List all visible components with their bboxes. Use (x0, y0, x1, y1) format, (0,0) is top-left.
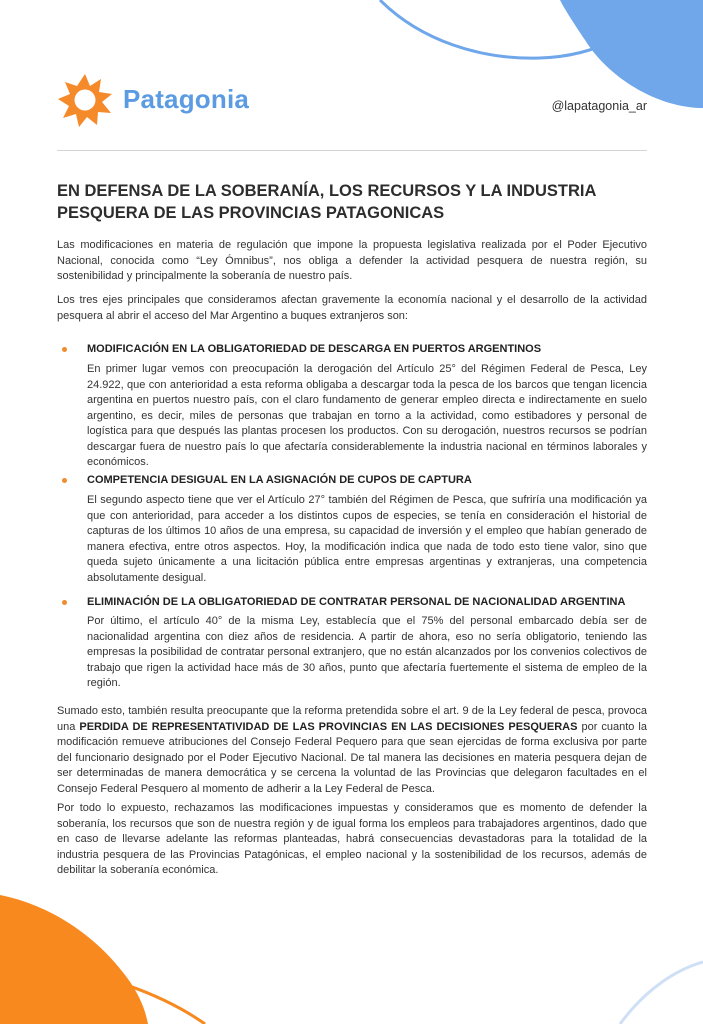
paragraph-representation-rest: por cuanto la modificación remueve atribuciones del Consejo Federal Pequero para que sean ejercidas de forma exclusiva por parte del funcionario designado por el Poder Ejecutivo Nacional. De tal manera las decisiones en materia pesquera dejan de ser determinadas de manera democrática y se cercena la voluntad de las Provincias que delegaron facultades en el Consejo Federal Pesquero al momento de adherir a la Ley Federal de Pesca. (57, 720, 647, 795)
section-1-body: En primer lugar vemos con preocupación la derogación del Artículo 25° del Régimen Federal de Pesca, Ley 24.922, que con anterioridad a esta reforma obligaba a descargar toda la pesca de los barcos que tengan licencia argentina en puertos nuestro país, con el claro fundamento de generar empleo directa e indirectamente en suelo argentino, es decir, miles de personas que trabajan en torno a la actividad, como estibadores y personal de logística para que después las plantas procesen los productos. Con su derogación, nuestros recursos se podrían descargar fuera de nuestro país lo que afectaría considerablemente la industria nacional en términos laborales y económicos. (87, 363, 647, 468)
section-2-body: El segundo aspecto tiene que ver el Artículo 27° también del Régimen de Pesca, que sufriría una modificación ya que con anterioridad, para acceder a los distintos cupos de especies, se tenía en consideración el historial de capturas de los últimos 10 años de una empresa, su capacidad de inversión y el empleo que habían generado de manera efectiva, entre otros aspectos. Hoy, la modificación indica que nada de todo esto tiene valor, sino que queda sujeto únicamente a una licitación pública entre empresas argentinas y extranjeras, una competencia absolutamente desigual. (87, 494, 647, 584)
intro-paragraph-2: Los tres ejes principales que consideramos afectan gravemente la economía nacional y el desarrollo de la actividad pesquera al abrir el acceso del Mar Argentino a buques extranjeros son: (57, 294, 647, 322)
header (57, 72, 647, 132)
section-3-body: Por último, el artículo 40° de la misma Ley, establecía que el 75% del personal embarcado debía ser de nacionalidad argentina con diez años de residencia. A partir de ahora, eso no sería obligatorio, teniendo las empresas la posibilidad de contratar personal extranjero, que no están alcanzados por los convenios colectivos de trabajo que rigen la actividad hace más de 30 años, punto que afectaría fuertemente el sistema de empleo de la región. (87, 615, 647, 689)
section-1-heading: MODIFICACIÓN EN LA OBLIGATORIEDAD DE DESCARGA EN PUERTOS ARGENTINOS (87, 343, 542, 355)
section-2-heading: COMPETENCIA DESIGUAL EN LA ASIGNACIÓN DE CUPOS DE CAPTURA (87, 474, 472, 486)
bottom-right-blue-arc (620, 962, 703, 1024)
brand-name: Patagonia (123, 84, 250, 114)
sun-star-logo-icon (57, 72, 113, 128)
paragraph-representation (57, 704, 647, 797)
section-3-heading: ELIMINACIÓN DE LA OBLIGATORIEDAD DE CONTRATAR PERSONAL DE NACIONALIDAD ARGENTINA (87, 596, 626, 608)
bullet-icon (62, 478, 67, 483)
bullet-icon (62, 347, 67, 352)
paragraph-representation-emphasis: PERDIDA DE REPRESENTATIVIDAD DE LAS PROVINCIAS EN LAS DECISIONES PESQUERAS (79, 720, 578, 733)
closing-paragraph: Por todo lo expuesto, rechazamos las modificaciones impuestas y consideramos que es momento de defender la soberanía, los recursos que son de nuestra región y de igual forma los empleos para trabajadores argentinos, dado que en caso de llevarse adelante las reformas planteadas, habrá consecuencias devastadoras para la totalidad de la industria pesquera de las Provincias Patagónicas, el empleo nacional y la sostenibilidad de los recursos, además de debilitar la soberanía económica. (57, 802, 647, 876)
bullet-icon (62, 600, 67, 605)
paragraph-representation-lead: Sumado esto, también resulta preocupante que la reforma pretendida sobre el art. 9 de la Ley federal de pesca, provoca una (57, 705, 647, 733)
document-title: EN DEFENSA DE LA SOBERANÍA, LOS RECURSOS Y LA INDUSTRIA PESQUERA DE LAS PROVINCIAS PATAGONICAS (57, 182, 596, 222)
intro-paragraph-1: Las modificaciones en materia de regulación que impone la propuesta legislativa realizada por el Poder Ejecutivo Nacional, conocida como “Ley Ómnibus”, nos obliga a defender la actividad pesquera de nuestra región, su sostenibilidad y principalmente la soberanía de nuestro país. (57, 239, 647, 282)
header-divider (57, 150, 647, 151)
social-handle: @lapatagonia_ar (551, 99, 647, 113)
